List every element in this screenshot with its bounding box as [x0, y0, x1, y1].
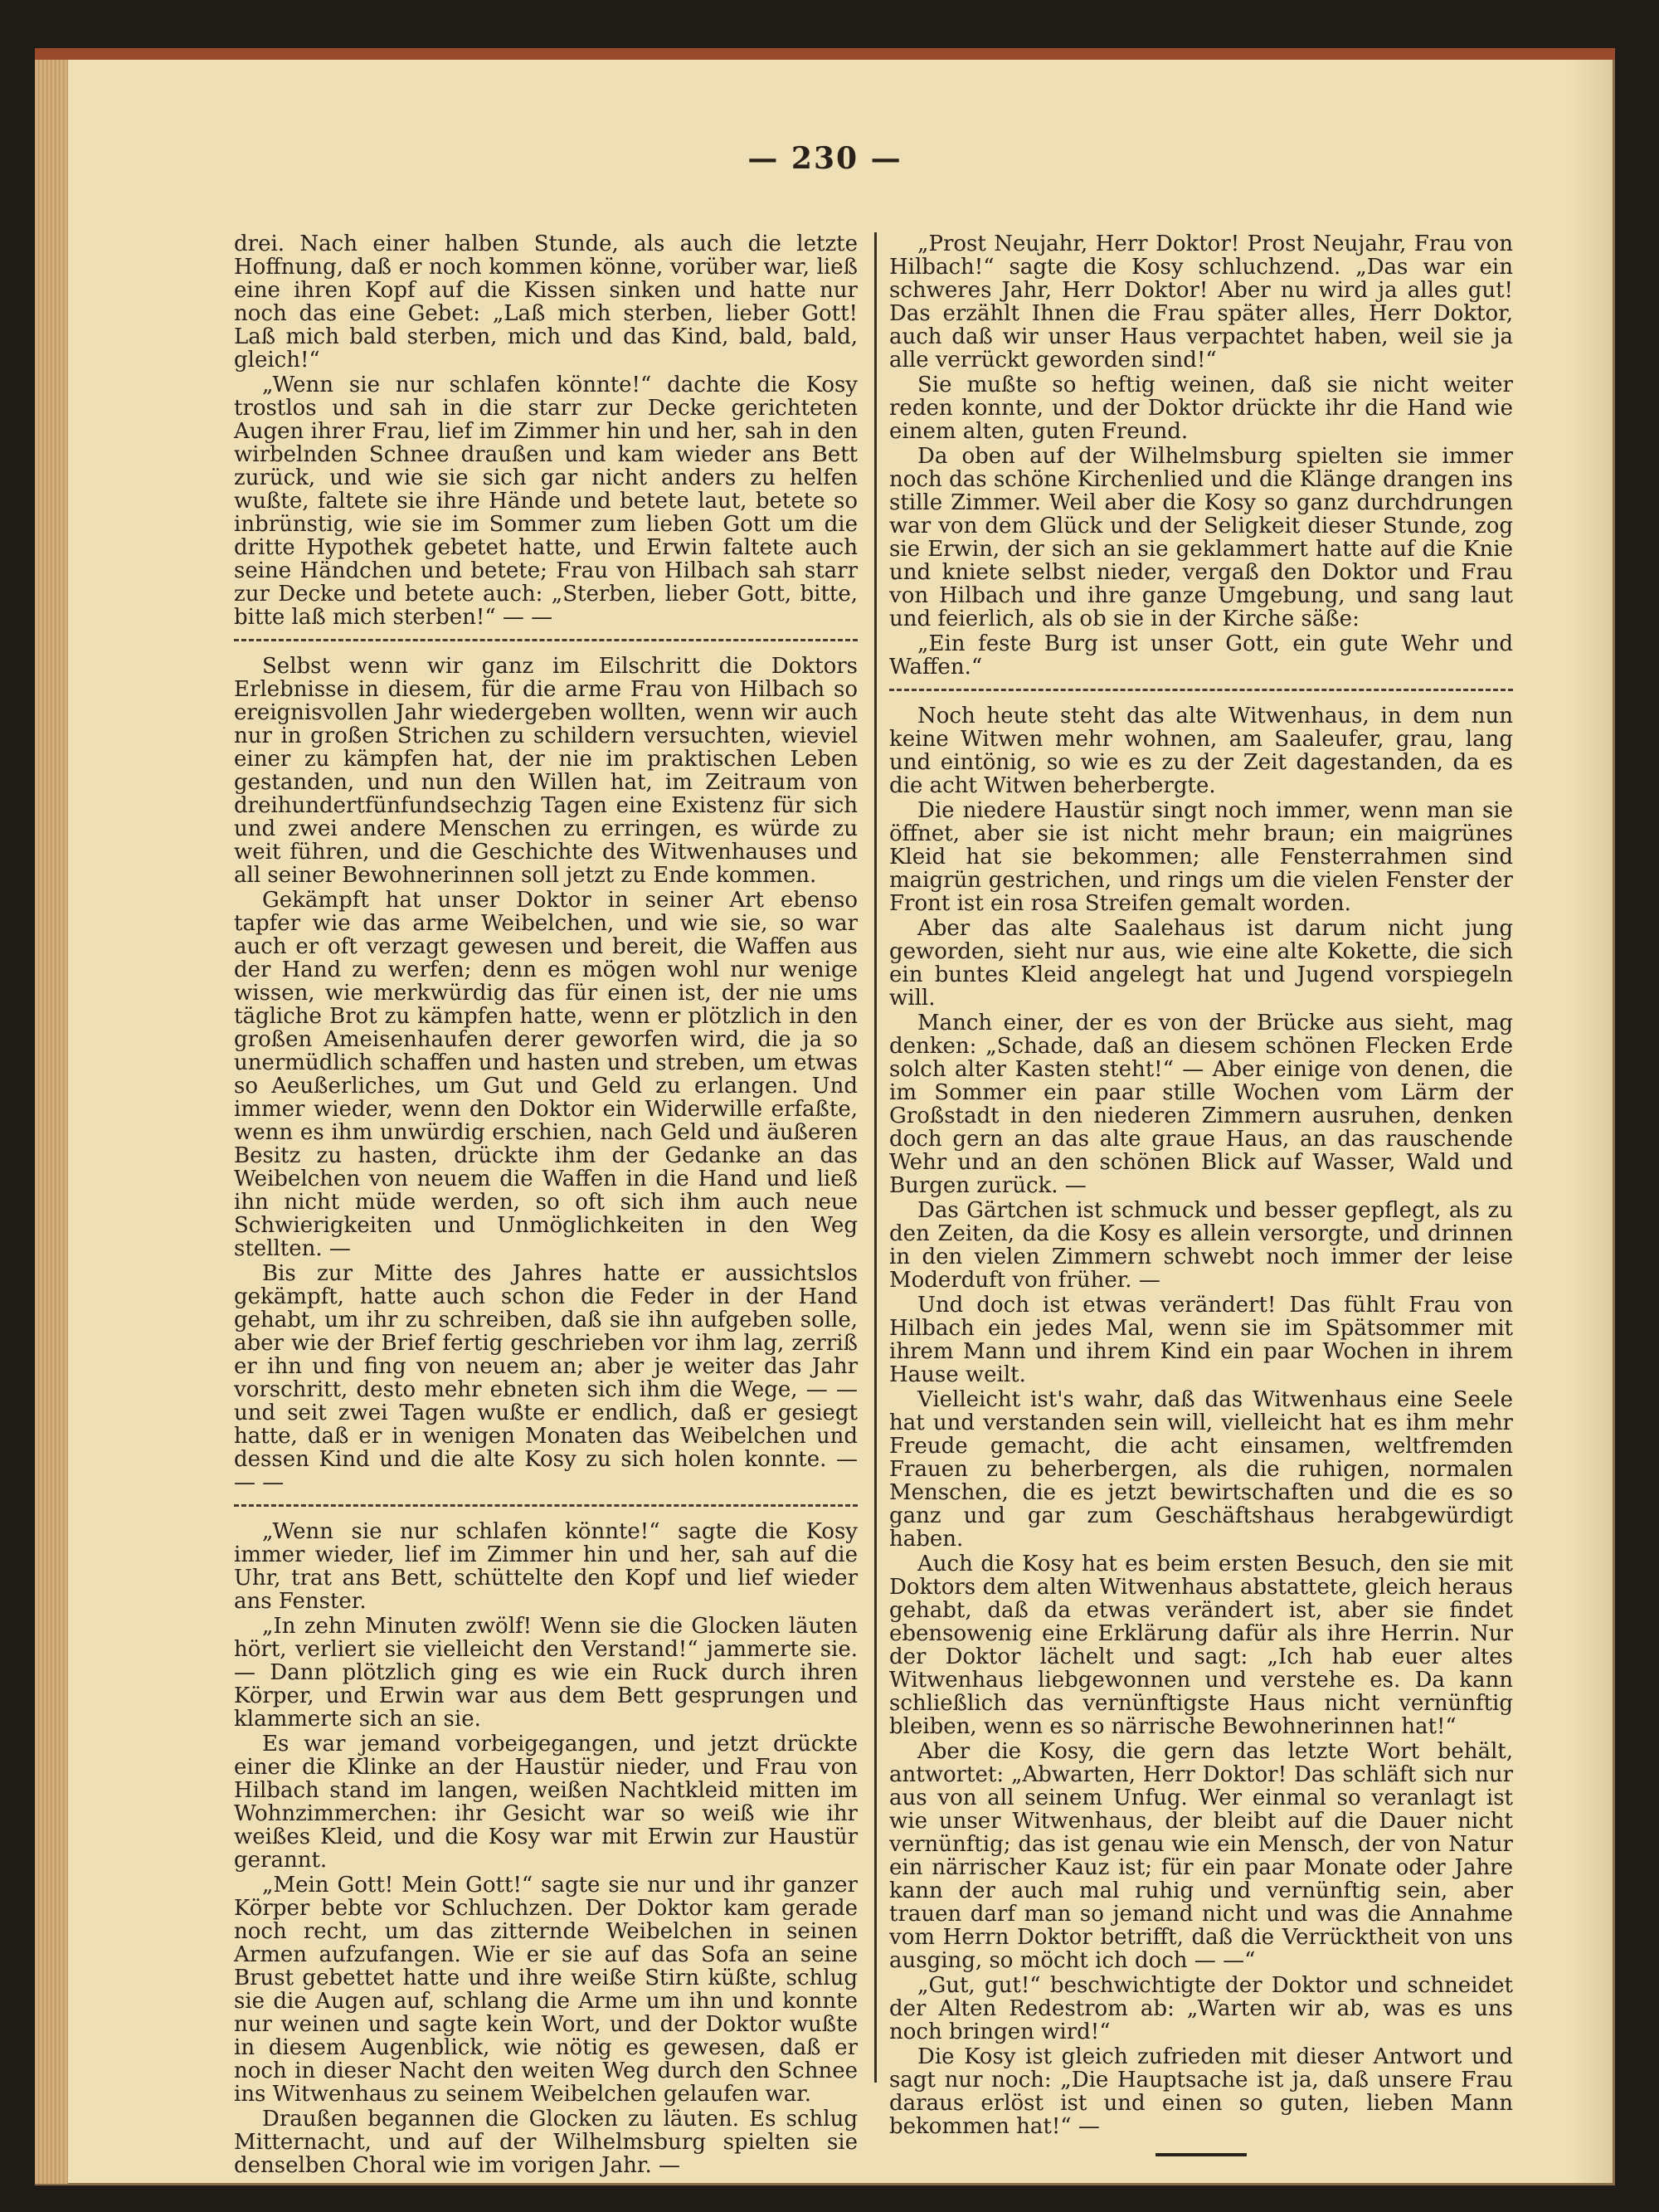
- paragraph: „Mein Gott! Mein Gott!“ sagte sie nur und ihr ganzer Körper bebte vor Schluchzen. Der Doktor kam gerade noch recht, um das zitternde Weibelchen in seinen Armen aufzufangen. Wie er sie auf das Sofa an seine Brust gebettet hatte und ihre weiße Stirn küßte, schlug sie die Augen auf, schlang die Arme um ihn und konnte nur weinen und sagte kein Wort, und der Doktor wußte in diesem Augenblick, wie nötig es gewesen, daß er noch in dieser Nacht den weiten Weg durch den Schnee ins Witwenhaus zu seinem Weibelchen gelaufen war.: [234, 1873, 858, 2107]
- paragraph: Aber die Kosy, die gern das letzte Wort behält, antwortet: „Abwarten, Herr Doktor! Das schläft sich nur aus von all seinem Unfug. Wer einmal so veranlagt ist wie unser Witwenhaus, der bleibt auf die Dauer nicht vernünftig; das ist genau wie ein Mensch, der von Natur ein närrischer Kauz ist; für ein paar Monate oder Jahre kann der auch mal ruhig und vernünftig sein, aber trauen darf man so jemand nicht und was die Annahme vom Herrn Doktor betrifft, daß die Verrücktheit von uns ausging, so möcht ich doch — —“: [889, 1739, 1513, 1973]
- section-divider: [234, 1504, 858, 1507]
- paragraph: Aber das alte Saalehaus ist darum nicht jung geworden, sieht nur aus, wie eine alte Kokette, die sich ein buntes Kleid angelegt hat und Jugend vorspiegeln will.: [889, 916, 1513, 1011]
- end-rule: [1155, 2153, 1247, 2156]
- paragraph: „Wenn sie nur schlafen könnte!“ dachte die Kosy trostlos und sah in die starr zur Decke gerichteten Augen ihrer Frau, lief im Zimmer hin und her, sah in den wirbelnden Schnee draußen und kam wieder ans Bett zurück, und wie sie sich gar nicht anders zu helfen wußte, faltete sie ihre Hände und betete laut, betete so inbrünstig, wie sie im Sommer zum lieben Gott um die dritte Hypothek gebetet hatte, und Erwin faltete auch seine Händchen und betete; Frau von Hilbach sah starr zur Decke und betete auch: „Sterben, lieber Gott, bitte, bitte laß mich sterben!“ — —: [234, 373, 858, 630]
- section-divider: [234, 639, 858, 641]
- paragraph: Bis zur Mitte des Jahres hatte er aussichtslos gekämpft, hatte auch schon die Feder in der Hand gehabt, um ihr zu schreiben, daß sie ihn aufgeben solle, aber wie der Brief fertig geschrieben vor ihm lag, zerriß er ihn und fing von neuem an; aber je weiter das Jahr vorschritt, desto mehr ebneten sich ihm die Wege, — — und seit zwei Tagen wußte er endlich, daß er gesiegt hatte, daß er in wenigen Monaten das Weibelchen und dessen Kind und die alte Kosy zu sich holen konnte. — — —: [234, 1261, 858, 1495]
- paragraph: „Ein feste Burg ist unser Gott, ein gute Wehr und Waffen.“: [889, 631, 1513, 680]
- paragraph: „Prost Neujahr, Herr Doktor! Prost Neujahr, Frau von Hilbach!“ sagte die Kosy schluchzend. „Das war ein schweres Jahr, Herr Doktor! Aber nu wird ja alles gut! Das erzählt Ihnen die Frau später alles, Herr Doktor, auch daß wir unser Haus verpachtet haben, weil sie ja alle verrückt geworden sind!“: [889, 231, 1513, 373]
- paragraph: Die niedere Haustür singt noch immer, wenn man sie öffnet, aber sie ist nicht mehr braun; ein maigrünes Kleid hat sie bekommen; alle Fensterrahmen sind maigrün gestrichen, und rings um die vielen Fenster der Front ist ein rosa Streifen gemalt worden.: [889, 798, 1513, 916]
- paragraph: Da oben auf der Wilhelmsburg spielten sie immer noch das schöne Kirchenlied und die Klänge drangen ins stille Zimmer. Weil aber die Kosy so ganz durchdrungen war von dem Glück und der Seligkeit dieser Stunde, zog sie Erwin, der sich an sie geklammert hatte auf die Knie und kniete selbst nieder, vergaß den Doktor und Frau von Hilbach und ihre ganze Umgebung, und sang laut und feierlich, als ob sie in der Kirche säße:: [889, 444, 1513, 631]
- paragraph: Auch die Kosy hat es beim ersten Besuch, den sie mit Doktors dem alten Witwenhaus abstattete, gleich heraus gehabt, daß da etwas verändert ist, aber sie findet ebensowenig eine Erklärung dafür als ihre Herrin. Nur der Doktor lächelt und sagt: „Ich hab euer altes Witwenhaus liebgewonnen und verstehe es. Da kann schließlich das vernünftigste Haus nicht vernünftig bleiben, wenn es so närrische Bewohnerinnen hat!“: [889, 1552, 1513, 1739]
- paragraph: Vielleicht ist's wahr, daß das Witwenhaus eine Seele hat und verstanden sein will, vielleicht hat es ihm mehr Freude gemacht, die acht einsamen, weltfremden Frauen zu beherbergen, als die ruhigen, normalen Menschen, die es jetzt bewirtschaften und die es so ganz und gar zum Geschäftshaus herabgewürdigt haben.: [889, 1387, 1513, 1552]
- paragraph: „Gut, gut!“ beschwichtigte der Doktor und schneidet der Alten Redestrom ab: „Warten wir ab, was es uns noch bringen wird!“: [889, 1973, 1513, 2044]
- book-fore-edge: [35, 60, 68, 2184]
- section-divider: [889, 689, 1513, 691]
- paragraph: Sie mußte so heftig weinen, daß sie nicht weiter reden konnte, und der Doktor drückte ihr die Hand wie einem alten, guten Freund.: [889, 373, 1513, 444]
- paragraph: Noch heute steht das alte Witwenhaus, in dem nun keine Witwen mehr wohnen, am Saaleufer, grau, lang und eintönig, so wie es zu der Zeit dagestanden, da es die acht Witwen beherbergte.: [889, 704, 1513, 798]
- paragraph: „In zehn Minuten zwölf! Wenn sie die Glocken läuten hört, verliert sie vielleicht den Verstand!“ jammerte sie. — Dann plötzlich ging es wie ein Ruck durch ihren Körper, und Erwin war aus dem Bett gesprungen und klammerte sich an sie.: [234, 1614, 858, 1732]
- paragraph: Manch einer, der es von der Brücke aus sieht, mag denken: „Schade, daß an diesem schönen Flecken Erde solch alter Kasten steht!“ — Aber einige von denen, die im Sommer ein paar stille Wochen vom Lärm der Großstadt in den niederen Zimmern ausruhen, denken doch gern an das alte graue Haus, an das rauschende Wehr und an den schönen Blick auf Wasser, Wald und Burgen zurück. —: [889, 1011, 1513, 1198]
- paragraph: Und doch ist etwas verändert! Das fühlt Frau von Hilbach ein jedes Mal, wenn sie im Spätsommer mit ihrem Mann und ihrem Kind ein paar Wochen in ihrem Hause weilt.: [889, 1293, 1513, 1387]
- paragraph: Es war jemand vorbeigegangen, und jetzt drückte einer die Klinke an der Haustür nieder, und Frau von Hilbach stand im langen, weißen Nachtkleid mitten im Wohnzimmerchen: ihr Gesicht war so weiß wie ihr weißes Kleid, und die Kosy war mit Erwin zur Haustür gerannt.: [234, 1732, 858, 1873]
- column-rule: [874, 232, 877, 2083]
- page-top-edge: [35, 48, 1615, 60]
- paragraph: Das Gärtchen ist schmuck und besser gepflegt, als zu den Zeiten, da die Kosy es allein versorgte, und drinnen in den vielen Zimmern schwebt noch immer der leise Moderduft von früher. —: [889, 1198, 1513, 1293]
- book-page: [35, 48, 1615, 2185]
- page-number: — 230 —: [747, 141, 902, 176]
- left-column: [234, 232, 858, 2179]
- paragraph: „Wenn sie nur schlafen könnte!“ sagte die Kosy immer wieder, lief im Zimmer hin und her, sah auf die Uhr, trat ans Bett, schüttelte den Kopf und lief wieder ans Fenster.: [234, 1519, 858, 1614]
- paragraph: Gekämpft hat unser Doktor in seiner Art ebenso tapfer wie das arme Weibelchen, und wie sie, so war auch er oft verzagt gewesen und bereit, die Waffen aus der Hand zu werfen; denn es mögen wohl nur wenige wissen, wie merkwürdig das für einen ist, der nie ums tägliche Brot zu kämpfen hatte, wenn er plötzlich in den großen Ameisenhaufen derer geworfen wird, die ja so unermüdlich schaffen und hasten und streben, um etwas so Aeußerliches, um Gut und Geld zu erlangen. Und immer wieder, wenn den Doktor ein Widerwille erfaßte, wenn es ihm unwürdig erschien, nach Geld und äußeren Besitz zu hasten, drückte ihm der Gedanke an das Weibelchen von neuem die Waffen in die Hand und ließ ihn nicht müde werden, so oft sich ihm auch neue Schwierigkeiten und Unmöglichkeiten in den Weg stellten. —: [234, 888, 858, 1261]
- paragraph: Selbst wenn wir ganz im Eilschritt die Doktors Erlebnisse in diesem, für die arme Frau von Hilbach so ereignisvollen Jahr wiedergeben wollten, wenn wir auch nur in großen Strichen zu schildern versuchten, wieviel einer zu kämpfen hat, der nie im praktischen Leben gestanden, und nun den Willen hat, im Zeitraum von dreihundertfünfundsechzig Tagen eine Existenz für sich und zwei andere Menschen zu erringen, es würde zu weit führen, und die Geschichte des Witwenhauses und all seiner Bewohnerinnen soll jetzt zu Ende kommen.: [234, 654, 858, 888]
- paragraph: Draußen begannen die Glocken zu läuten. Es schlug Mitternacht, und auf der Wilhelmsburg spielten sie denselben Choral wie im vorigen Jahr. —: [234, 2107, 858, 2178]
- paragraph: Die Kosy ist gleich zufrieden mit dieser Antwort und sagt nur noch: „Die Hauptsache ist ja, daß unsere Frau daraus erlöst ist und einen so guten, lieben Mann bekommen hat!“ —: [889, 2044, 1513, 2139]
- paragraph: drei. Nach einer halben Stunde, als auch die letzte Hoffnung, daß er noch kommen könne, vorüber war, ließ eine ihren Kopf auf die Kissen sinken und hatte nur noch das eine Gebet: „Laß mich sterben, lieber Gott! Laß mich bald sterben, mich und das Kind, bald, bald, gleich!“: [234, 231, 858, 373]
- right-column: [889, 232, 1513, 2156]
